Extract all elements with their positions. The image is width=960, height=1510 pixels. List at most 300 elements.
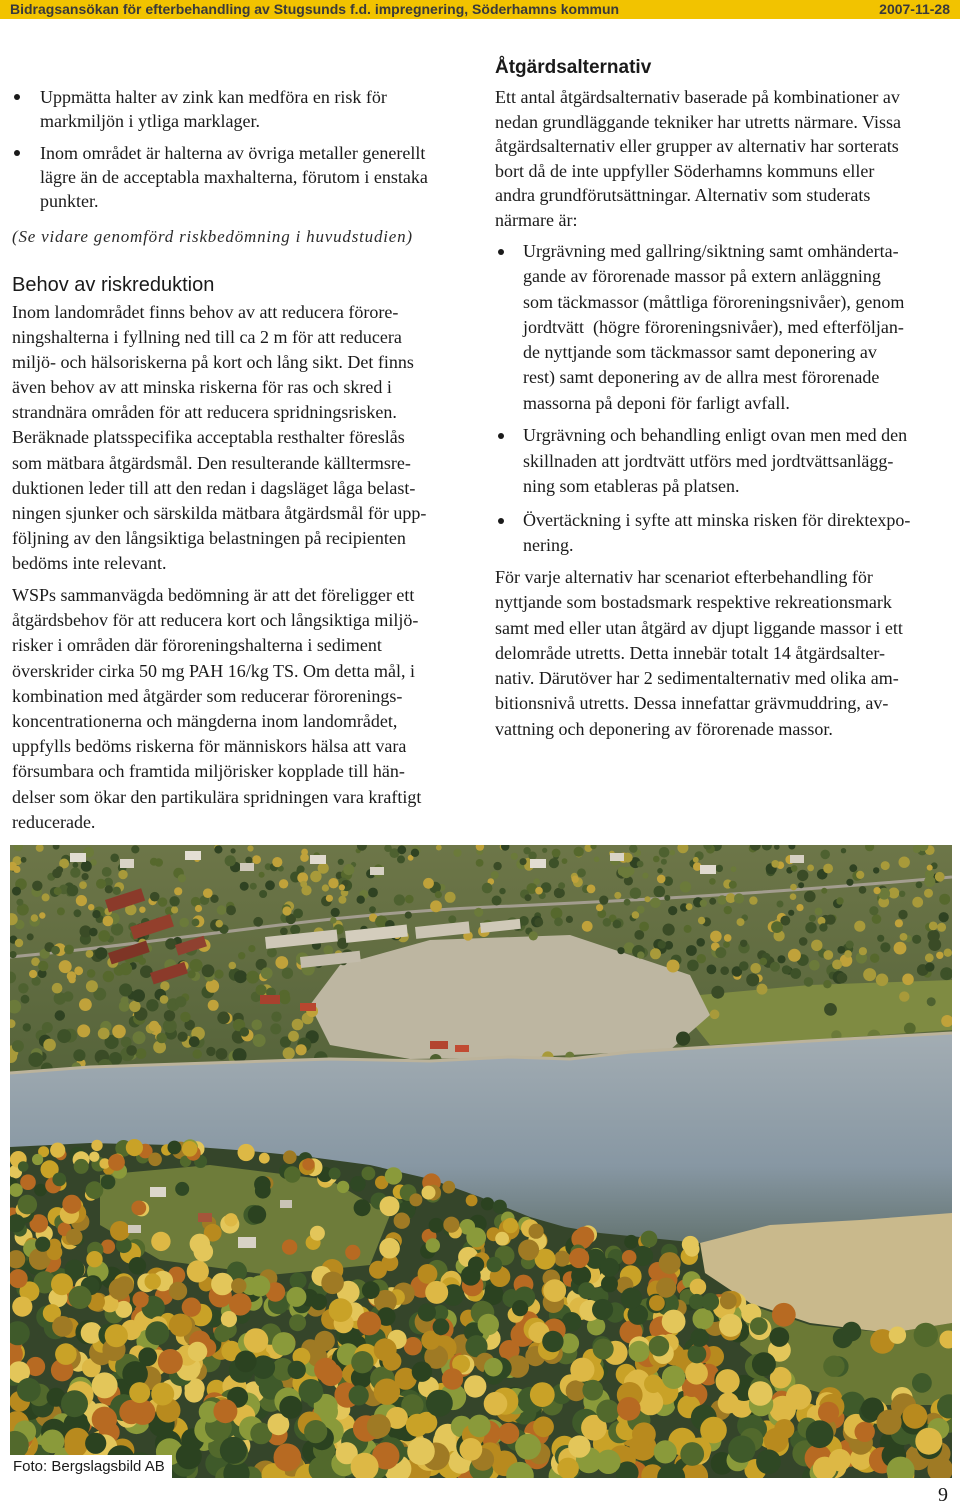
tree xyxy=(57,1029,71,1043)
text-line: punkter. xyxy=(40,191,99,211)
tree xyxy=(577,868,586,877)
tree xyxy=(252,1020,263,1031)
tree xyxy=(350,1176,366,1192)
tree xyxy=(270,1023,281,1034)
text-line: följning av den långsiktiga belastningen på recipienten xyxy=(12,527,406,548)
tree xyxy=(729,881,737,889)
tree xyxy=(594,857,600,863)
tree xyxy=(103,916,114,927)
tree xyxy=(748,1381,773,1406)
tree xyxy=(54,887,62,895)
tree xyxy=(217,1012,230,1025)
tree xyxy=(131,1201,146,1216)
tree xyxy=(103,971,114,982)
text-line: duktionen leder till att den redan i dagsläget låga belast- xyxy=(12,477,416,498)
tree xyxy=(105,885,113,893)
tree xyxy=(650,948,661,959)
tree xyxy=(138,957,146,965)
tree xyxy=(484,1392,508,1416)
tree xyxy=(131,845,139,853)
text-line: delområde utretts. Detta innebär totalt 14 åtgärdsalter- xyxy=(495,642,885,663)
tree xyxy=(566,916,573,923)
tree xyxy=(445,892,456,903)
text-line: som täckmassor (måttliga föroreningsnivåer), genom xyxy=(523,291,905,312)
tree xyxy=(731,866,737,872)
tree xyxy=(132,989,145,1002)
tree xyxy=(224,1213,237,1226)
tree xyxy=(279,1396,302,1419)
tree xyxy=(710,931,722,943)
text-line: (Se vidare genomförd riskbedömning i huvudstudien) xyxy=(12,227,413,246)
photo-caption: Foto: Bergslagsbild AB xyxy=(10,1455,172,1478)
tree xyxy=(169,1282,187,1300)
tree xyxy=(156,1033,167,1044)
tree xyxy=(41,1430,65,1454)
tree xyxy=(178,874,186,882)
tree xyxy=(231,848,236,853)
tree xyxy=(468,1257,484,1273)
tree xyxy=(807,865,814,872)
tree xyxy=(771,921,783,933)
tree xyxy=(474,908,483,917)
tree xyxy=(394,1213,410,1229)
tree xyxy=(667,960,680,973)
tree xyxy=(711,986,724,999)
tree xyxy=(282,1239,297,1254)
tree xyxy=(429,1218,444,1233)
tree xyxy=(321,1272,344,1295)
tree xyxy=(229,962,237,970)
tree xyxy=(654,1440,677,1463)
tree xyxy=(189,1036,200,1047)
tree xyxy=(238,952,245,959)
tree xyxy=(409,1193,422,1206)
tree xyxy=(328,878,338,888)
tree xyxy=(119,963,132,976)
tree xyxy=(244,1328,269,1353)
tree xyxy=(837,973,848,984)
document-title: Bidragsansökan för efterbehandling av Stugsunds f.d. impregnering, Söderhamns kommun xyxy=(10,1,620,17)
tree xyxy=(530,1382,555,1407)
bullet-text xyxy=(523,239,950,416)
tree xyxy=(174,887,182,895)
tree xyxy=(272,857,282,867)
tree xyxy=(220,1437,247,1464)
tree xyxy=(622,1250,637,1265)
tree xyxy=(139,907,145,913)
tree xyxy=(423,878,434,889)
tree xyxy=(55,1343,77,1365)
tree xyxy=(596,904,603,911)
tree xyxy=(798,882,804,888)
tree xyxy=(154,858,163,867)
tree xyxy=(122,1361,148,1387)
tree xyxy=(282,968,293,979)
tree xyxy=(645,896,651,902)
text-line: reducerade. xyxy=(12,811,96,832)
tree xyxy=(491,871,499,879)
text-line: Urgrävning med gallring/siktning samt omhänderta- xyxy=(523,241,899,261)
tree xyxy=(624,1235,638,1249)
tree xyxy=(160,995,169,1004)
tree xyxy=(206,979,219,992)
tree xyxy=(724,934,732,942)
tree xyxy=(136,1048,147,1059)
tree xyxy=(275,956,288,969)
tree xyxy=(145,1321,169,1345)
tree xyxy=(126,1139,143,1156)
tree xyxy=(259,1153,270,1164)
tree xyxy=(769,1327,789,1347)
tree xyxy=(21,995,30,1004)
tree xyxy=(226,905,236,915)
tree xyxy=(649,1336,670,1357)
tree xyxy=(66,1229,83,1246)
tree xyxy=(493,1200,507,1214)
tree xyxy=(118,870,127,879)
tree xyxy=(442,1368,463,1389)
tree xyxy=(657,875,666,884)
tree xyxy=(518,1239,539,1260)
aerial-photo xyxy=(10,845,952,1478)
tree xyxy=(110,1221,130,1241)
tree xyxy=(846,879,853,886)
tree xyxy=(715,947,726,958)
text-line: bedöms inte relevant. xyxy=(12,552,167,573)
tree xyxy=(292,1019,304,1031)
tree xyxy=(823,864,833,874)
tree xyxy=(912,935,921,944)
tree xyxy=(551,907,563,919)
tree xyxy=(357,1311,381,1335)
text-line: uppfylls bedöms riskerna för människors hälsa att vara xyxy=(12,736,407,757)
tree xyxy=(110,854,119,863)
tree xyxy=(624,899,631,906)
tree xyxy=(737,918,745,926)
tree xyxy=(562,858,568,864)
tree xyxy=(150,892,160,902)
text-line: nedan grundläggande tekniker har utretts närmare. Vissa xyxy=(495,111,901,132)
tree xyxy=(782,965,791,974)
tree xyxy=(676,1032,690,1046)
tree xyxy=(32,1154,43,1165)
tree xyxy=(503,1218,518,1233)
tree xyxy=(380,1196,400,1216)
tree xyxy=(443,1217,459,1233)
tree xyxy=(214,970,223,979)
tree xyxy=(286,1287,306,1307)
tree xyxy=(406,1414,429,1437)
tree xyxy=(543,1279,566,1302)
tree xyxy=(870,954,879,963)
tree xyxy=(82,873,89,880)
tree xyxy=(288,1031,299,1042)
tree xyxy=(433,1318,450,1335)
tree xyxy=(293,909,303,919)
tree xyxy=(637,951,644,958)
text-line: de nyttjande som täckmassor samt deponering av xyxy=(523,342,877,363)
tree xyxy=(256,985,267,996)
tree xyxy=(217,905,227,915)
text-line: strandnära områden för att reducera spridningsrisken. xyxy=(12,402,397,423)
tree xyxy=(854,921,865,932)
tree xyxy=(405,895,414,904)
tree xyxy=(492,896,502,906)
tree xyxy=(21,857,27,863)
tree xyxy=(582,921,593,932)
tree xyxy=(105,1324,128,1347)
tree xyxy=(702,1293,720,1311)
tree xyxy=(426,1238,440,1252)
tree xyxy=(749,896,757,904)
tree xyxy=(397,845,406,854)
tree xyxy=(42,893,50,901)
bullet-text xyxy=(40,141,472,213)
tree xyxy=(582,1380,603,1401)
tree xyxy=(98,930,110,942)
tree xyxy=(374,1338,397,1361)
tree xyxy=(188,1342,208,1362)
tree xyxy=(221,1311,237,1327)
tree xyxy=(261,967,273,979)
tree xyxy=(596,1400,619,1423)
tree xyxy=(215,920,223,928)
tree xyxy=(786,1384,812,1410)
tree xyxy=(283,1150,297,1164)
tree xyxy=(698,917,705,924)
text-line: jordtvätt (högre föroreningsnivåer), med efterföljan- xyxy=(523,316,904,337)
tree xyxy=(613,920,622,929)
text-line: miljö- och hälsoriskerna på kort och lång sikt. Det finns xyxy=(12,352,414,373)
tree xyxy=(214,845,222,853)
tree xyxy=(940,971,948,979)
tree xyxy=(740,940,747,947)
tree xyxy=(663,924,675,936)
tree xyxy=(642,873,648,879)
tree xyxy=(418,1303,436,1321)
tree xyxy=(50,1143,65,1158)
tree xyxy=(232,1048,246,1062)
tree xyxy=(750,963,761,974)
tree xyxy=(213,1399,237,1423)
tree xyxy=(85,1433,106,1454)
tree xyxy=(171,906,178,913)
aerial-photo-image xyxy=(10,845,952,1478)
tree xyxy=(815,908,823,916)
tree xyxy=(569,1248,589,1268)
tree xyxy=(323,945,333,955)
tree xyxy=(600,1258,619,1277)
tree xyxy=(345,1245,360,1260)
text-line: åtgärdsbehov för att reducera kort och långsiktiga miljö- xyxy=(12,610,419,631)
reference-note xyxy=(12,225,472,249)
tree xyxy=(73,862,79,868)
tree xyxy=(659,847,670,858)
tree xyxy=(498,1423,519,1444)
tree xyxy=(823,1356,844,1377)
tree xyxy=(535,887,543,895)
tree xyxy=(20,1174,36,1190)
tree xyxy=(79,881,87,889)
bullet-dot xyxy=(14,94,20,100)
tree xyxy=(17,1378,41,1402)
tree xyxy=(691,1329,709,1347)
tree xyxy=(774,1419,794,1439)
tree xyxy=(592,1299,613,1320)
tree xyxy=(57,907,65,915)
tree xyxy=(158,1349,183,1374)
tree xyxy=(18,1161,29,1172)
text-line: ning som etableras på platsen. xyxy=(523,476,740,496)
tree xyxy=(121,997,129,1005)
tree xyxy=(717,895,726,904)
tree xyxy=(248,1205,266,1223)
tree xyxy=(351,1351,373,1373)
tree xyxy=(916,881,923,888)
tree xyxy=(578,1282,595,1299)
tree xyxy=(62,1195,81,1214)
tree xyxy=(657,868,663,874)
tree xyxy=(855,1422,875,1442)
tree xyxy=(549,858,559,868)
tree xyxy=(903,1404,928,1429)
tree xyxy=(290,925,300,935)
tree xyxy=(650,898,661,909)
tree xyxy=(102,867,112,877)
tree xyxy=(790,884,797,891)
tree xyxy=(362,1281,380,1299)
tree xyxy=(88,904,94,910)
tree xyxy=(51,1273,73,1295)
tree xyxy=(925,953,934,962)
tree xyxy=(271,1012,281,1022)
tree xyxy=(55,1010,65,1020)
tree xyxy=(639,922,649,932)
tree xyxy=(240,882,249,891)
tree xyxy=(426,1390,453,1417)
tree xyxy=(339,884,345,890)
tree xyxy=(310,1226,325,1241)
tree xyxy=(326,895,333,902)
text-line: bort då de inte uppfyller Söderhamns kommuns eller xyxy=(495,160,875,181)
text-line: WSPs sammanvägda bedömning är att det föreligger ett xyxy=(12,585,415,605)
tree xyxy=(95,947,107,959)
tree xyxy=(460,1438,483,1461)
tree xyxy=(760,958,768,966)
tree xyxy=(280,928,288,936)
tree xyxy=(528,852,536,860)
tree xyxy=(914,1323,938,1347)
section-heading-text: Behov av riskreduktion xyxy=(12,274,215,296)
tree xyxy=(397,855,405,863)
tree xyxy=(245,857,252,864)
tree xyxy=(859,886,867,894)
tree xyxy=(520,858,527,865)
tree xyxy=(208,1000,219,1011)
tree xyxy=(91,1140,102,1151)
tree xyxy=(700,900,707,907)
bullet-dot xyxy=(14,150,20,156)
tree xyxy=(690,1279,707,1296)
tree xyxy=(74,966,83,975)
text-line: För varje alternativ har scenariot efterbehandling för xyxy=(495,567,873,587)
tree xyxy=(686,945,697,956)
tree xyxy=(34,1184,47,1197)
tree xyxy=(182,1141,198,1157)
bullet-dot xyxy=(498,249,504,255)
tree xyxy=(279,879,288,888)
tree xyxy=(466,1227,486,1247)
tree xyxy=(881,861,890,870)
paragraph xyxy=(495,85,950,233)
tree xyxy=(231,1278,246,1293)
tree xyxy=(369,906,376,913)
tree xyxy=(301,849,308,856)
tree xyxy=(821,888,827,894)
tree xyxy=(899,857,910,868)
tree xyxy=(267,948,277,958)
tree xyxy=(791,865,798,872)
text-line: risker i områden där föroreningshalterna i sediment xyxy=(12,635,382,656)
tree xyxy=(554,917,563,926)
tree xyxy=(809,915,816,922)
tree xyxy=(750,1317,768,1335)
tree xyxy=(661,859,667,865)
tree xyxy=(32,881,42,891)
tree xyxy=(119,983,132,996)
tree xyxy=(823,950,833,960)
tree xyxy=(757,984,768,995)
tree xyxy=(202,964,215,977)
tree xyxy=(880,942,890,952)
tree xyxy=(12,1297,32,1317)
tree xyxy=(61,1390,88,1417)
tree xyxy=(422,1186,436,1200)
tree xyxy=(252,855,261,864)
tree xyxy=(899,891,905,897)
text-line: ningshalterna i fyllning ned till ca 2 m för att reducera xyxy=(12,327,402,348)
tree xyxy=(52,1316,73,1337)
tree xyxy=(668,906,677,915)
tree xyxy=(126,1045,137,1056)
tree xyxy=(67,885,79,897)
tree xyxy=(29,970,37,978)
tree xyxy=(844,950,852,958)
tree xyxy=(937,923,946,932)
text-line: Urgrävning och behandling enligt ovan men med den xyxy=(523,425,908,445)
tree xyxy=(464,1375,486,1397)
tree xyxy=(129,1257,147,1275)
tree xyxy=(927,997,936,1006)
tree xyxy=(593,1339,614,1360)
tree xyxy=(206,1047,215,1056)
tree xyxy=(876,974,889,987)
tree xyxy=(790,893,797,900)
tree xyxy=(92,1407,117,1432)
tree xyxy=(101,1175,116,1190)
text-line: Inom området är halterna av övriga metaller generellt xyxy=(40,143,426,163)
text-line: Ett antal åtgärdsalternativ baserade på kombinationer av xyxy=(495,87,900,107)
tree xyxy=(872,914,882,924)
tree xyxy=(92,1372,118,1398)
tree xyxy=(86,1181,104,1199)
tree xyxy=(495,1232,509,1246)
tree xyxy=(52,1173,66,1187)
tree xyxy=(912,1373,932,1393)
tree xyxy=(322,884,329,891)
tree xyxy=(654,886,666,898)
tree xyxy=(939,894,950,905)
